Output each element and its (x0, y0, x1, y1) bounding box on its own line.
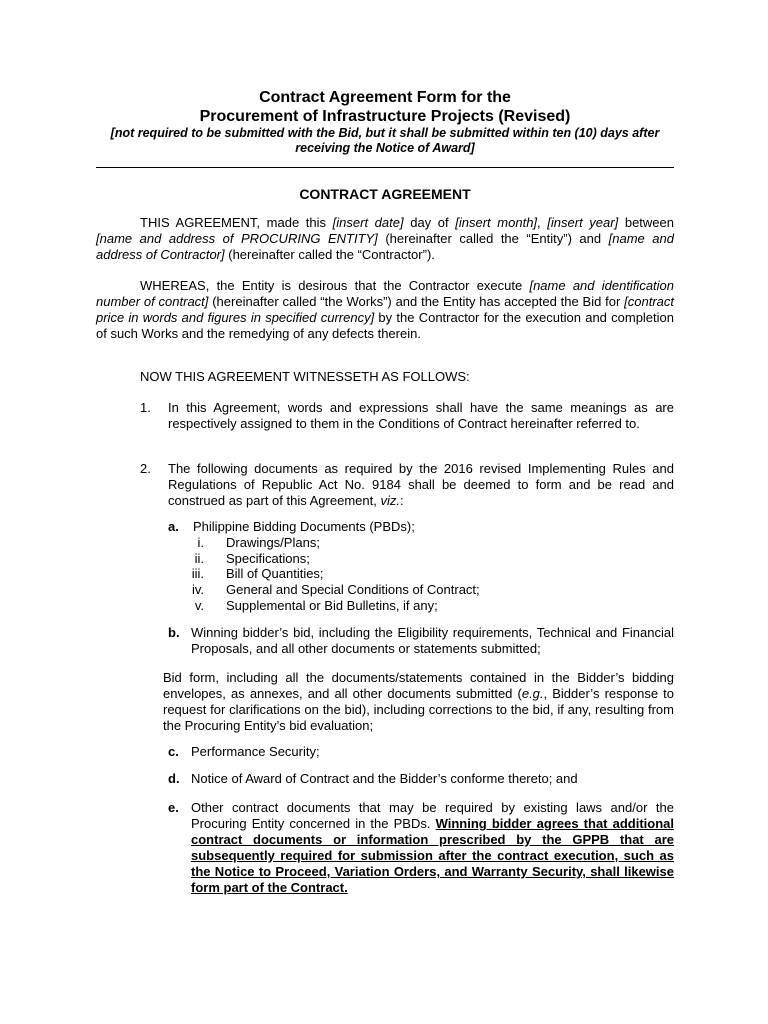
bid-form-text: Bid form, including all the documents/statements contained in the Bidder’s bidding envelopes, as annexes, and all other documents submitted ( (163, 670, 674, 701)
p1-text: (hereinafter called the “Entity”) and (377, 231, 609, 246)
sub-item-number: i. (197, 535, 204, 550)
item-2-text (168, 461, 674, 509)
item-a-letter: a. (168, 519, 179, 534)
document-header (96, 88, 674, 156)
p1-placeholder-month: [insert month] (455, 215, 538, 230)
sub-item-text: Supplemental or Bid Bulletins, if any; (226, 598, 438, 613)
item-e-body: Other contract documents that may be required by existing laws and/or the Procuring Entity concerned in the PBDs. (191, 800, 674, 831)
p1-placeholder-entity: [name and address of PROCURING ENTITY] (96, 231, 378, 246)
agreement-paragraph (96, 215, 674, 263)
item-c-text: Performance Security; (191, 744, 320, 759)
item-b-text: Winning bidder’s bid, including the Eligibility requirements, Technical and Financial Proposals, and all other documents or statements submitted; (191, 625, 674, 656)
bid-form-eg: e.g. (521, 686, 544, 701)
p1-text: , (537, 215, 548, 230)
whereas-paragraph (96, 278, 674, 342)
p1-text: THIS AGREEMENT, made this (140, 215, 333, 230)
p2-placeholder-price: [contract price in words and figures in specified currency] (96, 294, 674, 325)
sub-item-text: Bill of Quantities; (226, 566, 324, 581)
p1-text: (hereinafter called the “Contractor”). (224, 247, 435, 262)
p2-placeholder-contract: [name and identification number of contract] (96, 278, 675, 309)
item-d-text: Notice of Award of Contract and the Bidder’s conforme thereto; and (191, 771, 578, 786)
item-e-text (191, 800, 674, 896)
section-heading: CONTRACT AGREEMENT (299, 186, 471, 202)
witnesseth-paragraph: NOW THIS AGREEMENT WITNESSETH AS FOLLOWS: (140, 369, 470, 384)
bid-form-paragraph (163, 670, 674, 734)
item-a-text: Philippine Bidding Documents (PBDs); (193, 519, 415, 534)
item-e-bold-clause: Winning bidder agrees that additional contract documents or information prescribed by the GPPB that are subsequently required for submission after the contract execution, such as the Notice to Proceed, Variation Orders, and Warranty Security, shall likewise form part of the Contract. (191, 816, 675, 895)
p2-text: by the Contractor for the execution and completion of such Works and the remedying of any defects therein. (96, 310, 674, 341)
item-d-letter: d. (168, 771, 180, 786)
submission-note-line-2: receiving the Notice of Award] (295, 141, 475, 155)
header-divider (96, 167, 674, 168)
p2-text: WHEREAS, the Entity is desirous that the Contractor execute (140, 278, 530, 293)
item-2-number: 2. (140, 461, 151, 476)
p2-text: (hereinafter called “the Works”) and the Entity has accepted the Bid for (208, 294, 625, 309)
p1-placeholder-date: [insert date] (332, 215, 404, 230)
sub-item-text: Specifications; (226, 551, 310, 566)
bid-form-text: , Bidder’s response to request for clarifications on the bid), including corrections to the bid, if any, resulting from the Procuring Entity’s bid evaluation; (163, 686, 675, 733)
item-1-text: In this Agreement, words and expressions shall have the same meanings as are respectively assigned to them in the Conditions of Contract hereinafter referred to. (168, 400, 674, 431)
sub-item-number: iii. (191, 566, 204, 581)
item-2-viz: viz. (380, 493, 400, 508)
sub-item-number: iv. (191, 582, 204, 597)
p1-placeholder-contractor: [name and address of Contractor] (96, 231, 674, 262)
sub-item-number: v. (194, 598, 204, 613)
item-2-end: : (399, 493, 404, 508)
item-2-body: The following documents as required by the 2016 revised Implementing Rules and Regulations of Republic Act No. 9184 shall be deemed to form and be read and construed as part of this Agreement, (168, 461, 674, 508)
item-1-number: 1. (140, 400, 151, 415)
p1-text: day of (403, 215, 456, 230)
sub-item-text: General and Special Conditions of Contract; (226, 582, 480, 597)
sub-item-text: Drawings/Plans; (226, 535, 320, 550)
title-line-2: Procurement of Infrastructure Projects (Revised) (199, 108, 571, 125)
item-c-letter: c. (168, 744, 179, 759)
sub-item-number: ii. (194, 551, 204, 566)
submission-note-line-1: [not required to be submitted with the Bid, but it shall be submitted within ten (10) days after (110, 126, 660, 140)
title-line-1: Contract Agreement Form for the (259, 89, 511, 106)
item-e-letter: e. (168, 800, 179, 815)
p1-placeholder-year: [insert year] (547, 215, 619, 230)
item-b-letter: b. (168, 625, 180, 640)
p1-text: between (618, 215, 674, 230)
